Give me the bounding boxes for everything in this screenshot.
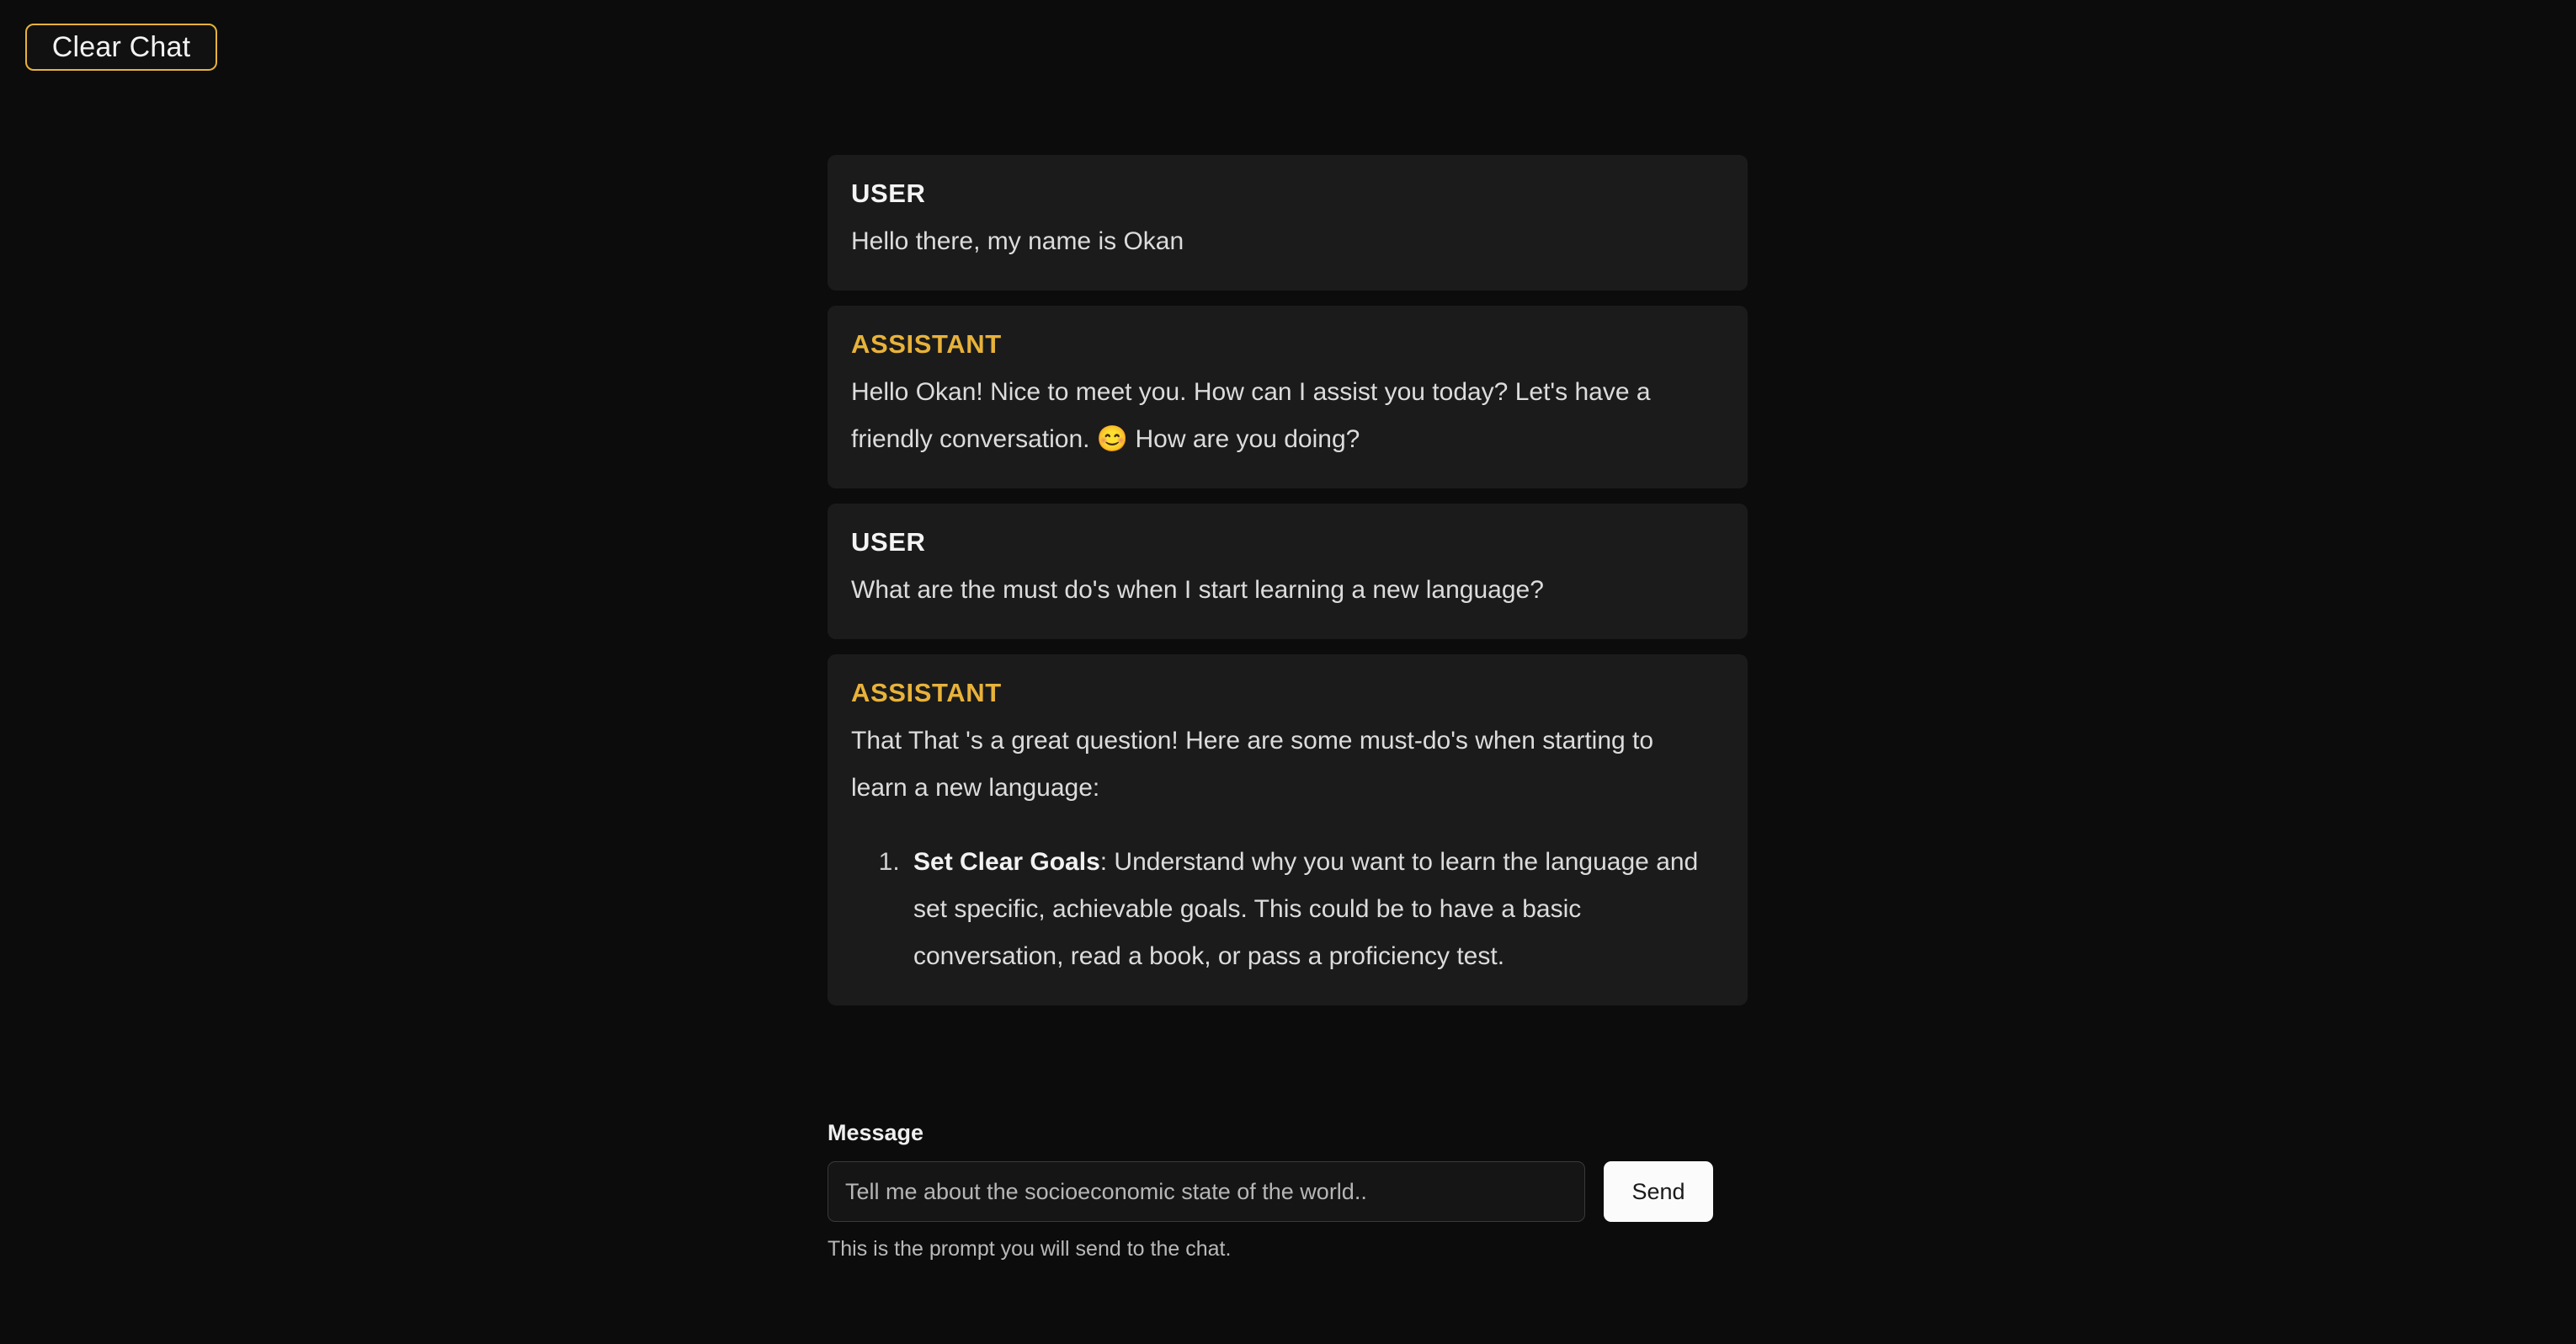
message-body	[851, 369, 1710, 463]
message-input-label: Message	[828, 1120, 924, 1145]
message-text: That That 's a great question! Here are some must-do's when starting to learn a new language:	[851, 727, 1654, 802]
list-item	[907, 839, 1710, 980]
chat-message	[828, 306, 1748, 488]
chat-message	[828, 654, 1748, 1005]
chat-message	[828, 155, 1748, 291]
message-text: Hello Okan! Nice to meet you. How can I assist you today? Let's have a friendly conversation. 😊 How are you doing?	[851, 378, 1651, 453]
send-button[interactable]: Send	[1604, 1161, 1713, 1222]
compose-help-text: This is the prompt you will send to the chat.	[828, 1237, 1232, 1261]
message-ordered-list	[851, 839, 1710, 980]
message-body	[851, 567, 1710, 614]
compose-area	[828, 1120, 1748, 1261]
list-item-term: Set Clear Goals	[913, 848, 1100, 876]
message-body	[851, 218, 1710, 265]
message-role-label: ASSISTANT	[851, 329, 1002, 359]
message-body	[851, 717, 1710, 980]
message-text: Hello there, my name is Okan	[851, 227, 1184, 255]
message-role-label: ASSISTANT	[851, 678, 1002, 707]
chat-message-list	[828, 155, 1748, 1021]
compose-row	[828, 1161, 1748, 1222]
message-text: What are the must do's when I start learning a new language?	[851, 576, 1544, 604]
chat-message	[828, 504, 1748, 639]
message-role-label: USER	[851, 179, 926, 208]
message-role-label: USER	[851, 527, 926, 557]
clear-chat-button[interactable]: Clear Chat	[25, 24, 217, 71]
list-item-detail: : Understand why you want to learn the language and set specific, achievable goals. This could be to have a basic conversation, read a book, or pass a proficiency test.	[913, 848, 1699, 970]
message-input[interactable]	[828, 1161, 1585, 1222]
